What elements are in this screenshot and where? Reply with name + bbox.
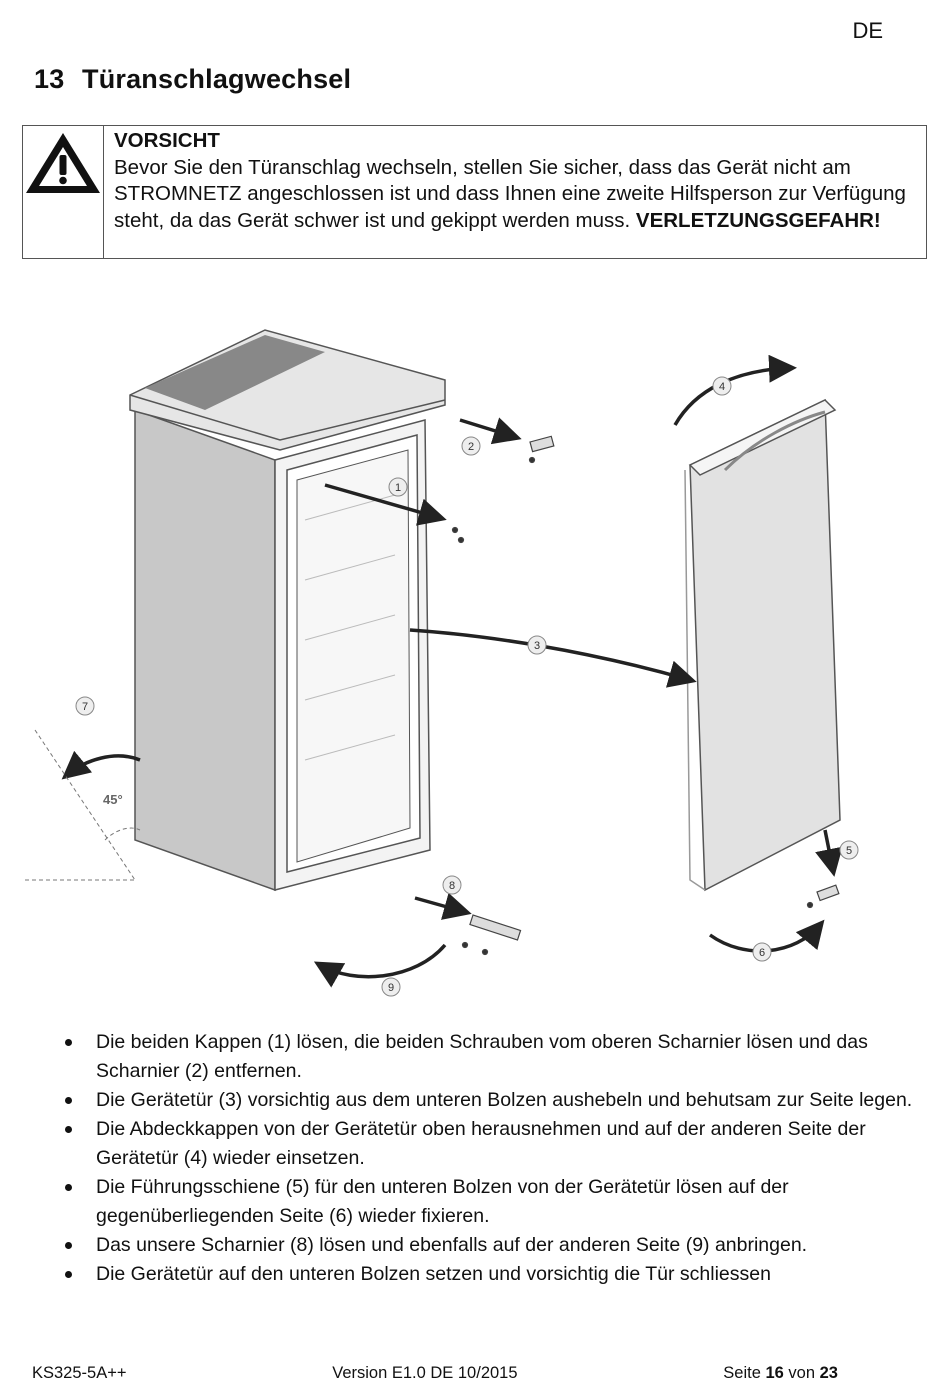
warning-body: Bevor Sie den Türanschlag wechseln, stellen Sie sicher, dass das Gerät nicht am STROMNETZ angeschlossen ist und dass Ihnen eine zweite Hilfsperson zur Verfügung steht, da das Gerät schwer ist und gekippt werden muss. <box>114 155 906 232</box>
svg-text:9: 9 <box>387 982 395 994</box>
page-total: 23 <box>819 1364 838 1382</box>
callout-4 <box>713 377 731 395</box>
list-item: Die Führungsschiene (5) für den unteren Bolzen von der Gerätetür lösen auf der gegenüberliegenden Seite (6) wieder fixieren. <box>56 1173 916 1231</box>
warning-icon-cell <box>23 126 104 258</box>
door-reversal-diagram <box>25 320 865 1010</box>
tilt-angle-lines <box>25 730 140 880</box>
callout-2 <box>462 437 480 455</box>
page-prefix: Seite <box>723 1364 761 1382</box>
section-title <box>34 64 351 95</box>
list-item: Die beiden Kappen (1) lösen, die beiden Schrauben vom oberen Scharnier lösen und das Scharnier (2) entfernen. <box>56 1028 916 1086</box>
tilt-angle-label: 45° <box>103 792 123 807</box>
svg-text:4: 4 <box>718 381 726 393</box>
page-current: 16 <box>765 1364 784 1382</box>
list-item: Das unsere Scharnier (8) lösen und ebenfalls auf der anderen Seite (9) anbringen. <box>56 1231 916 1260</box>
section-number: 13 <box>34 64 65 94</box>
footer-version: Version E1.0 DE 10/2015 <box>332 1364 518 1382</box>
list-item: Die Gerätetür auf den unteren Bolzen setzen und vorsichtig die Tür schliessen <box>56 1260 916 1289</box>
callout-1 <box>389 478 407 496</box>
svg-text:1: 1 <box>394 482 402 494</box>
callout-8 <box>443 876 461 894</box>
svg-text:2: 2 <box>467 441 475 453</box>
callout-9 <box>382 978 400 996</box>
callout-3 <box>528 636 546 654</box>
list-item: Die Gerätetür (3) vorsichtig aus dem unteren Bolzen aushebeln und behutsam zur Seite legen. <box>56 1086 916 1115</box>
svg-text:6: 6 <box>758 947 766 959</box>
svg-text:5: 5 <box>845 845 853 857</box>
svg-text:8: 8 <box>448 880 456 892</box>
page-separator: von <box>788 1364 816 1382</box>
warning-text <box>104 126 926 258</box>
page-footer <box>32 1364 838 1383</box>
warning-emphasis: VERLETZUNGSGEFAHR! <box>635 208 881 232</box>
warning-heading: VORSICHT <box>114 129 220 152</box>
callout-6 <box>753 943 771 961</box>
list-item: Die Abdeckkappen von der Gerätetür oben herausnehmen und auf der anderen Seite der Gerätetür (4) wieder einsetzen. <box>56 1115 916 1173</box>
warning-box <box>22 125 927 259</box>
footer-model: KS325-5A++ <box>32 1364 127 1382</box>
callout-7 <box>76 697 94 715</box>
svg-text:7: 7 <box>81 701 89 713</box>
footer-page-number <box>723 1364 838 1383</box>
svg-text:3: 3 <box>533 640 541 652</box>
warning-triangle-icon <box>23 130 103 196</box>
section-title-text: Türanschlagwechsel <box>82 64 352 94</box>
language-label: DE <box>852 18 883 43</box>
callout-5 <box>840 841 858 859</box>
instruction-steps <box>56 1028 916 1289</box>
fridge-door <box>685 400 840 890</box>
fridge-cabinet <box>130 330 445 890</box>
